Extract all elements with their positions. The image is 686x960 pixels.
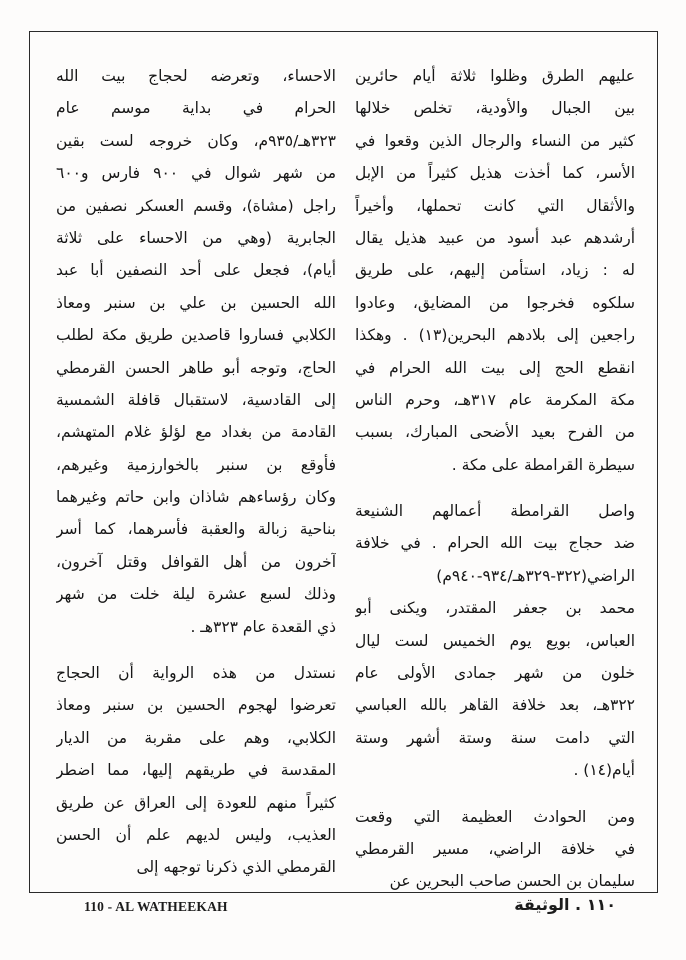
text-line: الكلابي، وهم على مقربة من الديار	[56, 728, 336, 747]
right-column	[355, 60, 635, 898]
text-line: وذلك لسبع عشرة ليلة خلت من شهر	[56, 585, 336, 604]
text-line: ٣٢٣هـ/٩٣٥م، وكان خروجه لست بقين	[56, 131, 336, 150]
footer-page-number-arabic: ١١٠ . الوثيقة	[514, 895, 616, 914]
text-line: الله الحسين بن علي بن سنبر ومعاذ	[56, 293, 336, 312]
text-line: مكة المكرمة عام ٣١٧هـ، وحرم الناس	[355, 390, 635, 409]
text-line: التي دامت سنة وستة أشهر وستة	[355, 728, 635, 747]
text-line: الأسر، كما أخذت هذيل كثيراً من الإبل	[355, 164, 635, 183]
paragraph-gap	[355, 481, 635, 495]
text-line: ضد حجاج بيت الله الحرام . في خلافة	[355, 534, 635, 553]
text-line: العباس، بويع يوم الخميس لست ليال	[355, 631, 635, 650]
text-line: بين الجبال والأودية، تخلص خلالها	[355, 99, 635, 118]
text-line: من الفرح بعيد الأضحى المبارك، بسبب	[355, 423, 635, 442]
text-line: الحرام في بداية موسم عام	[56, 99, 336, 118]
text-line: الحاج، وتوجه أبو طاهر الحسن القرمطي	[56, 358, 336, 377]
text-line: القرمطي الذي ذكرنا توجهه إلى	[136, 858, 336, 877]
paragraph-gap	[355, 787, 635, 801]
text-line: له : زياد، استأمن إليهم، على طريق	[355, 261, 635, 280]
text-line: الجابرية (وهي من الاحساء على ثلاثة	[56, 228, 336, 247]
text-line: خلون من شهر جمادى الأولى عام	[355, 664, 635, 683]
text-line: عليهم الطرق وظلوا ثلاثة أيام حائرين	[355, 67, 635, 85]
text-line: واصل القرامطة أعمالهم الشنيعة	[355, 502, 635, 521]
text-line: سليمان بن الحسن صاحب البحرين عن	[389, 872, 635, 891]
text-line: أيام)، فجعل على أحد النصفين أبا عبد	[56, 261, 336, 280]
text-line: أيام(١٤) .	[573, 761, 635, 780]
text-line: ٣٢٢هـ، بعد خلافة القاهر بالله العباسي	[355, 696, 635, 715]
text-line: من شهر شوال في ٩٠٠ فارس و٦٠٠	[56, 164, 336, 183]
text-line: فأوقع بن سنبر بالخوارزمية وغيرهم،	[56, 455, 336, 474]
text-line: نستدل من هذه الرواية أن الحجاج	[56, 664, 336, 683]
text-line: والأثقال التي كانت تحملها، وأخيراً	[355, 196, 635, 215]
text-line: إلى القادسية، لاستقبال قافلة الشمسية	[56, 390, 336, 409]
page-footer	[0, 895, 686, 925]
text-line: سلكوه فخرجوا من المضايق، وعادوا	[355, 293, 635, 312]
footer-page-number-latin: 110 - AL WATHEEKAH	[84, 899, 228, 914]
text-line: أرشدهم عبد أسود من عبيد هذيل يقال	[355, 228, 635, 247]
text-line: راجل (مشاة)، وقسم العسكر نصفين من	[56, 196, 336, 215]
text-line: الراضي(٣٢٢-٣٢٩هـ/٩٣٤-٩٤٠م)	[436, 566, 635, 585]
text-line: المقدسة في طريقهم إليها، مما اضطر	[56, 761, 336, 780]
text-line: تعرضوا لهجوم الحسين بن سنبر ومعاذ	[56, 696, 336, 715]
text-line: العذيب، وليس لديهم علم أن الحسن	[56, 825, 336, 844]
left-column	[56, 60, 336, 884]
text-line: في خلافة الراضي، مسير القرمطي	[355, 839, 635, 858]
text-line: الاحساء، وتعرضه لحجاج بيت الله	[56, 67, 336, 85]
text-line: كثير من النساء والرجال الذين وقعوا في	[355, 131, 635, 150]
text-line: القادمة من بغداد مع لؤلؤ غلام المتهشم،	[56, 423, 336, 442]
text-line: آخرون من أهل القوافل وقتل آخرون،	[56, 552, 336, 571]
text-line: راجعين إلى بلادهم البحرين(١٣) . وهكذا	[355, 326, 635, 345]
text-line: وكان رؤساءهم شاذان وابن حاتم وغيرهما	[56, 488, 336, 507]
text-line: سيطرة القرامطة على مكة .	[451, 455, 635, 474]
text-line: انقطع الحج إلى بيت الله الحرام في	[355, 358, 635, 377]
text-line: ذي القعدة عام ٣٢٣هـ .	[190, 617, 336, 636]
text-line: كثيراً منهم للعودة إلى العراق عن طريق	[56, 793, 336, 812]
text-line: ومن الحوادث العظيمة التي وقعت	[355, 807, 635, 826]
text-line: محمد بن جعفر المقتدر، ويكنى أبو	[355, 599, 635, 618]
text-line: بناحية زبالة والعقبة فأسرهما، كما أسر	[56, 520, 336, 539]
text-line: الكلابي فساروا قاصدين طريق مكة لطلب	[56, 326, 336, 345]
paragraph-gap	[56, 643, 336, 657]
